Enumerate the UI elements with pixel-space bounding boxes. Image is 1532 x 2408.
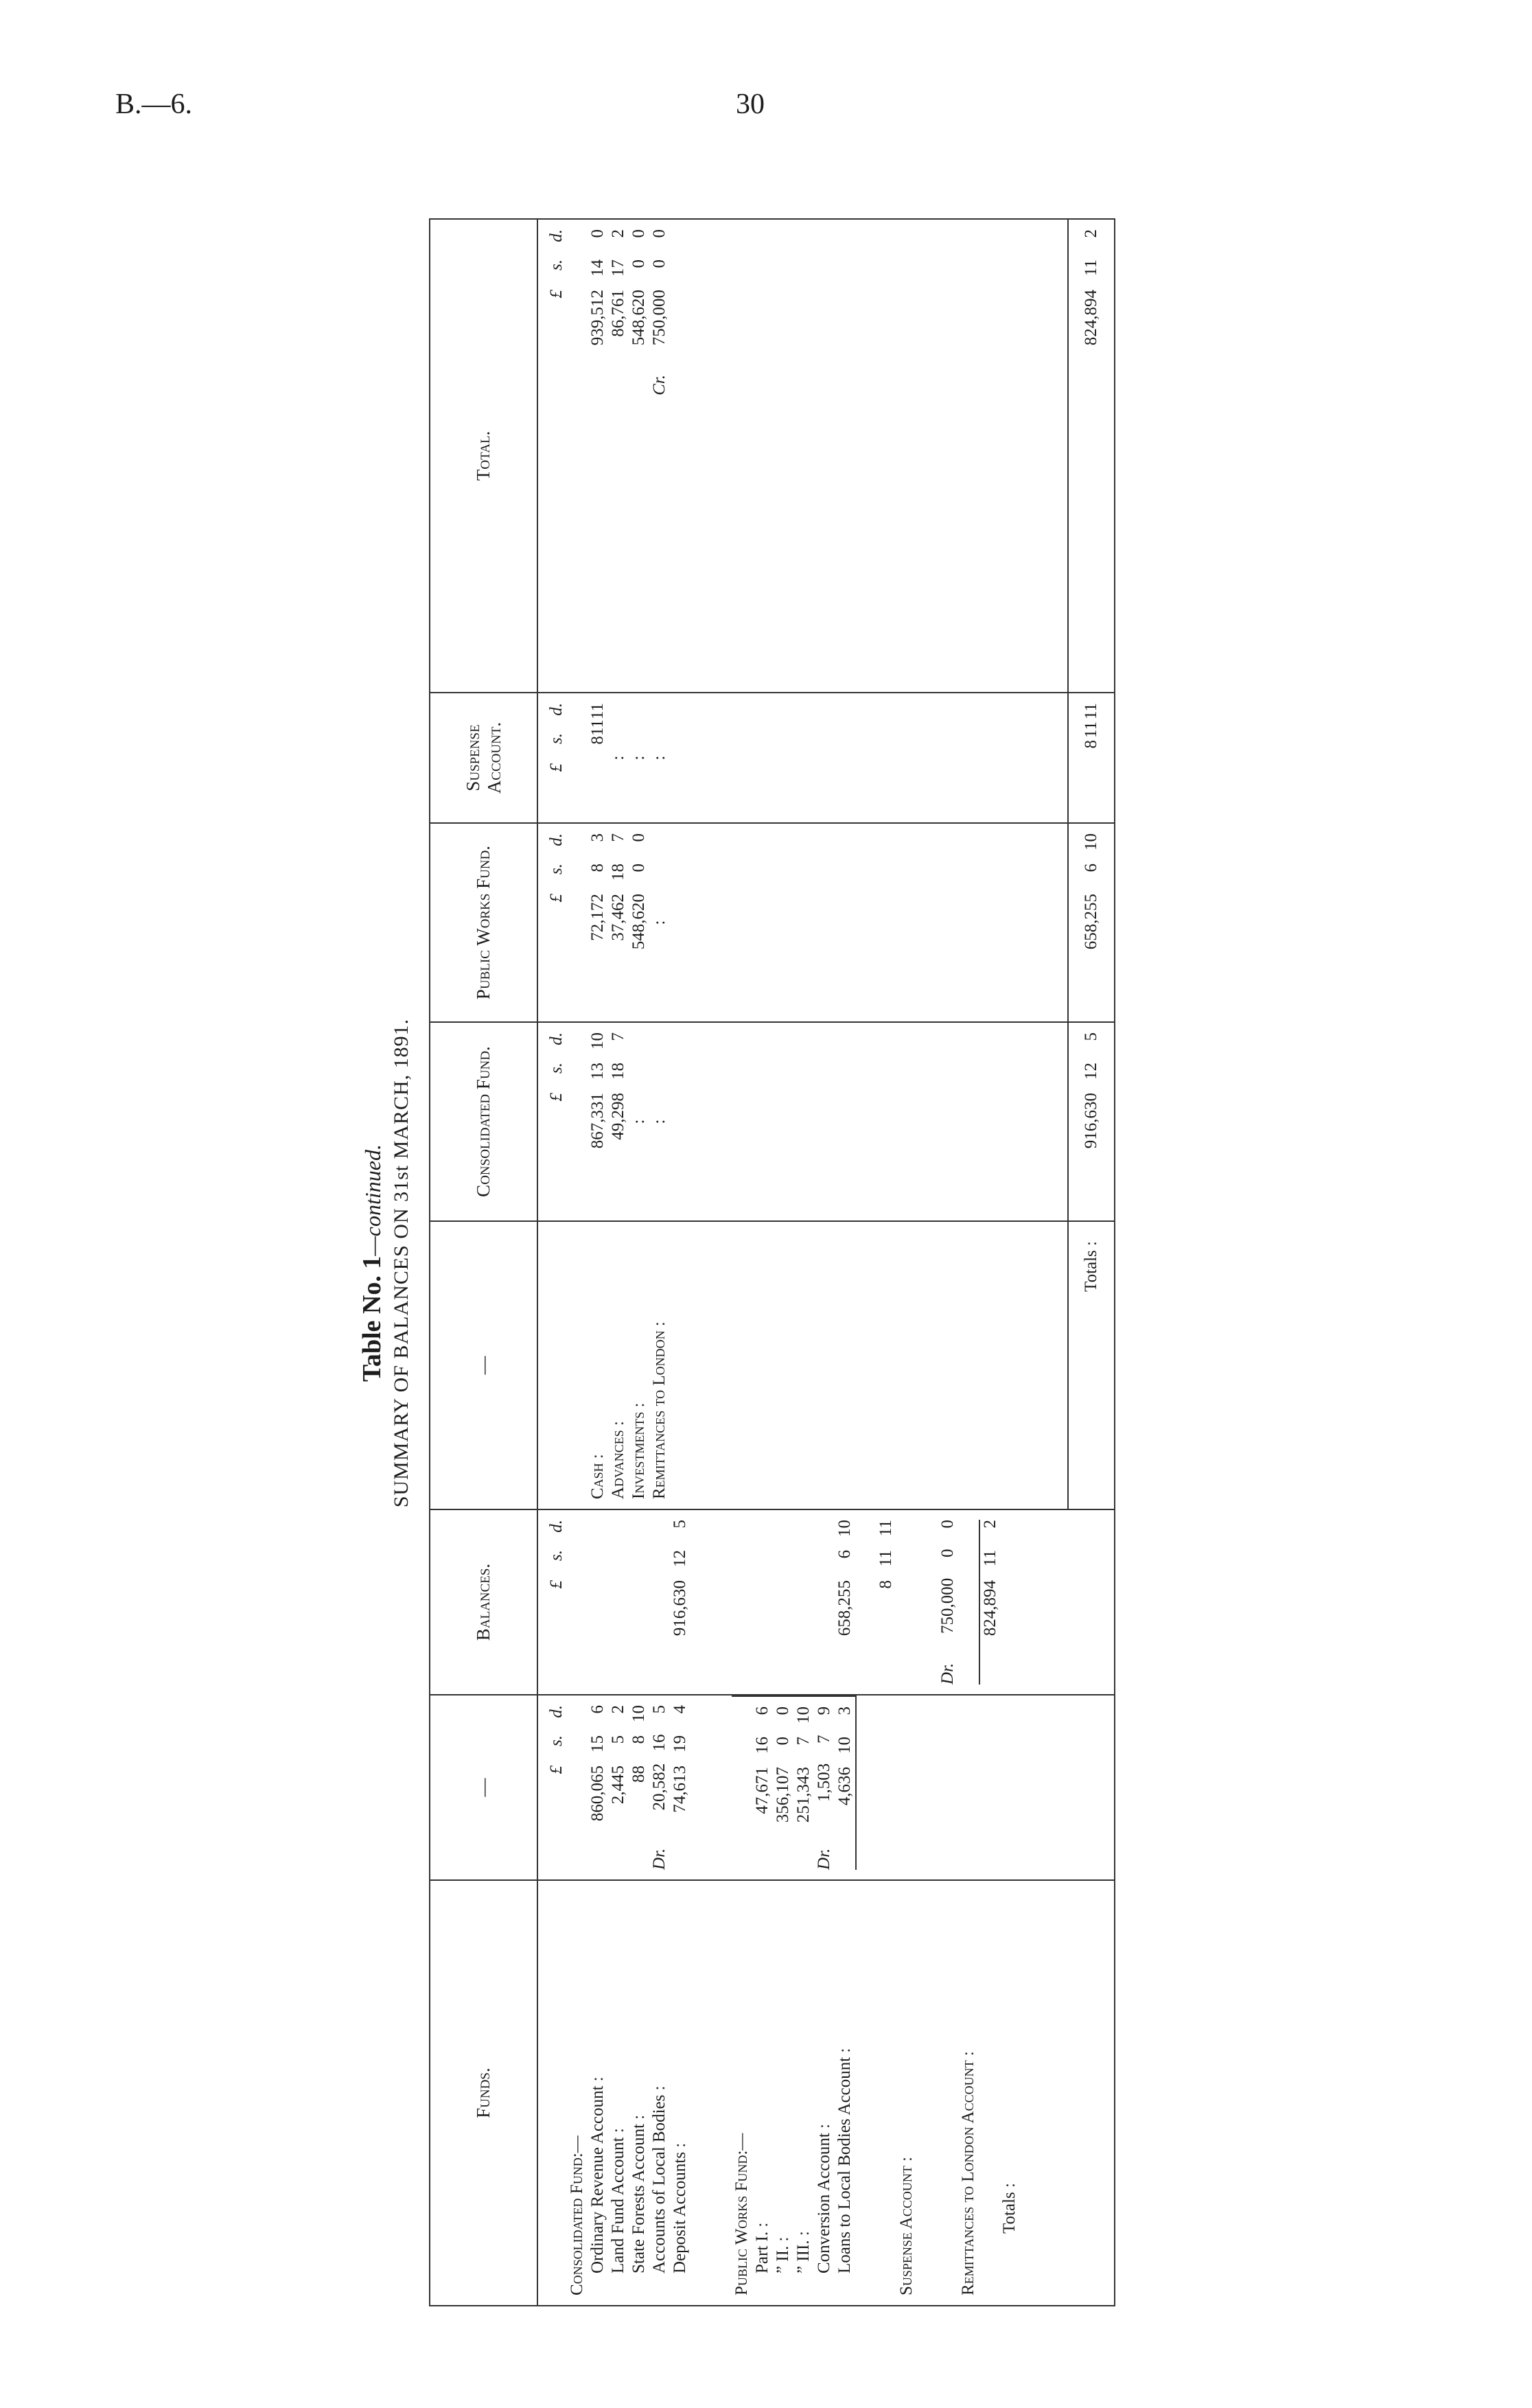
amount-pounds: 939,512 [588,290,607,346]
amount-shillings: 7 [815,1735,833,1744]
amount-pence: 7 [609,833,627,842]
page-reference: B.—6. [115,89,193,120]
amount-pence: 0 [650,229,669,238]
detail-amount [649,1705,670,1870]
total-cf-amount [1081,1032,1102,1220]
detail-amount [752,1706,773,1870]
header-consolidated-fund: Consolidated Fund. [430,1022,537,1221]
total-su-amount [1081,703,1102,822]
amount-pounds: 916,630 [1082,1093,1100,1149]
amount-pence: 0 [938,1520,957,1529]
amount-pence: 6 [588,1705,607,1714]
right-totals-table [1067,218,1115,2306]
pw-amount [629,833,649,1012]
amount-pence: 2 [609,229,627,238]
asset-row-text: Remittances to London [650,1330,669,1499]
cf-units: £ s. d. [547,1032,566,1102]
table-title-continued: —continued. [360,1144,385,1256]
cf-empty: : [650,1119,669,1124]
detail-amount [670,1705,690,1870]
amount-pounds: 49,298 [609,1093,627,1140]
pw-empty: : [650,920,669,925]
detail-amount [793,1706,814,1870]
total-amount [608,229,629,682]
public-works-fund-label: Public Works Fund:— [732,2133,751,2295]
amount-pounds: 750,000 [938,1577,957,1634]
asset-row-label [649,1231,670,1499]
table-subtitle: SUMMARY OF BALANCES ON 31st MARCH, 1891. [390,1018,413,1508]
balances-units: £ s. d. [547,1520,566,1589]
amount-pounds: 860,065 [588,1766,607,1822]
fund-item-label [793,1890,814,2295]
header-total: Total. [430,219,537,693]
amount-pounds: 74,613 [671,1766,689,1813]
right-labels-column [537,1221,1115,1509]
amount-pounds: 750,000 [650,290,669,346]
amount-shillings: 0 [650,259,669,268]
header-suspense-account: Suspense Account. [430,693,537,823]
amount-pounds: 658,255 [835,1580,854,1636]
remittances-account-label: Remittances to London Account : [959,2041,977,2295]
amount-shillings: 6 [1082,864,1100,872]
amount-pounds: 86,761 [609,290,627,337]
fund-item-text: State Forests Account [629,2123,648,2273]
fund-item-label [629,1890,649,2295]
su-empty: : [650,755,669,761]
amount-pence: 10 [835,1520,854,1537]
amount-shillings: 11 [981,1550,999,1567]
detail-units: £ s. d. [547,1705,566,1774]
right-totals-label: Totals : [1068,1221,1115,1509]
amount-pence: 2 [1082,229,1100,238]
amount-shillings: 0 [938,1549,957,1558]
total-column [537,219,1115,693]
amount-pounds: 72,172 [588,894,607,941]
amount-pence: 2 [981,1520,999,1529]
fund-item-label [588,1890,608,2295]
amount-shillings: 12 [1082,1063,1100,1080]
amount-pounds: 2,445 [609,1766,627,1805]
amount-pounds: 548,620 [629,290,648,346]
amount-pence: 6 [753,1706,771,1715]
total-public-works-cell [1068,823,1115,1022]
amount-shillings: 0 [774,1737,792,1746]
amount-pounds: 1,503 [815,1763,833,1802]
fund-item-label [608,1890,629,2295]
fund-item-text: ” II. [774,2245,792,2273]
header-public-works-fund: Public Works Fund. [430,823,537,1022]
amount-prefix: Dr. [938,1663,957,1685]
amount-shillings: 11 [588,719,607,737]
amount-shillings: 8 [629,1735,648,1744]
header-balances: Balances. [430,1509,537,1695]
amount-shillings: 10 [835,1737,854,1754]
amount-shillings: 5 [609,1735,627,1744]
detail-amount [814,1706,835,1870]
pw-amount [588,833,608,1012]
leader-dots: : [588,1444,607,1459]
amount-pounds: 8 [588,736,607,745]
amount-prefix: Cr. [650,375,669,395]
amount-shillings: 16 [650,1734,669,1752]
amount-shillings: 17 [609,259,627,277]
detail-amount [773,1706,793,1870]
balance-remittances [938,1520,958,1685]
summary-table [429,218,1115,2306]
amount-pence: 5 [1082,1032,1100,1041]
amount-prefix: Dr. [815,1848,833,1870]
leader-dots: : [774,2227,792,2242]
amount-pounds: 251,343 [794,1767,813,1823]
leader-dots: : [629,2105,648,2120]
table-title-main: Table No. 1 [358,1255,386,1382]
amount-pounds: 4,636 [835,1767,854,1806]
total-suspense-cell [1068,693,1115,823]
amount-pence: 2 [609,1705,627,1714]
balance-suspense [876,1520,896,1685]
amount-pence: 3 [835,1706,854,1715]
header-funds: Funds. [430,1880,537,2306]
detail-amount [608,1705,629,1870]
fund-item-text: Land Fund Account [609,2137,627,2273]
left-totals-label: Totals : [1000,2173,1019,2234]
amount-pounds: 356,107 [774,1767,792,1823]
pw-amount [608,833,629,1012]
table-title [357,220,426,2306]
amount-pence: 5 [650,1705,669,1714]
amount-shillings: 8 [588,864,607,872]
fund-item-text: Part I. [753,2231,771,2273]
amount-pence: 3 [588,833,607,842]
amount-pounds: 8 [877,1580,895,1589]
cf-empty: : [629,1119,648,1124]
total-grand-amount [1081,229,1102,692]
cf-amount [588,1032,608,1211]
amount-prefix: Dr. [650,1848,669,1870]
asset-row-label [588,1231,608,1499]
amount-pence: 11 [1082,703,1100,720]
fund-item-label [752,1890,773,2295]
asset-row-label [608,1231,629,1499]
amount-pounds: 548,620 [629,894,648,950]
amount-shillings: 6 [835,1550,854,1559]
fund-item-text: Conversion Account [815,2133,833,2273]
amount-shillings: 18 [609,1063,627,1080]
amount-pounds: 8 [1082,740,1100,749]
amount-pounds: 824,894 [1082,290,1100,346]
amount-pounds: 658,255 [1082,894,1100,950]
amount-shillings: 7 [794,1737,813,1746]
amount-shillings: 13 [588,1063,607,1080]
amount-pence: 4 [671,1705,689,1714]
rotated-table-container [357,220,1100,2306]
amount-shillings: 19 [671,1735,689,1752]
detail-amount [629,1705,649,1870]
amount-shillings: 12 [671,1550,689,1567]
pw-units: £ s. d. [547,833,566,903]
amount-shillings: 16 [753,1737,771,1754]
amount-shillings: 11 [1082,259,1100,277]
leader-dots: : [650,2076,669,2091]
amount-pounds: 20,582 [650,1763,669,1811]
amount-shillings: 11 [877,1550,895,1567]
header-dash-2: — [430,1221,537,1509]
leader-dots: : [835,2038,854,2053]
leader-dots: : [629,1393,648,1408]
header-dash: — [430,1695,537,1880]
fund-item-label [773,1890,793,2295]
amount-pence: 11 [588,703,607,720]
detail-amount [588,1705,608,1870]
leader-dots: : [609,2118,627,2133]
balance-consolidated [670,1520,690,1685]
leader-dots: : [650,1312,669,1327]
amount-pence: 7 [609,1032,627,1041]
amount-pence: 10 [629,1705,648,1722]
total-amount [629,229,649,682]
amount-shillings: 18 [609,864,627,881]
fund-item-label [670,1890,690,2295]
amount-pence: 10 [794,1706,813,1724]
amount-pounds: 916,630 [671,1580,689,1636]
fund-item-text: ” III. [794,2240,813,2273]
su-empty: : [629,755,648,761]
amount-pence: 11 [877,1520,895,1537]
amount-pence: 0 [588,229,607,238]
amount-pence: 10 [1082,833,1100,850]
amount-pence: 0 [774,1706,792,1715]
amount-pounds: 88 [629,1766,648,1783]
fund-item-label [649,1890,670,2295]
amount-pounds: 47,671 [753,1767,771,1814]
amount-pence: 0 [629,833,648,842]
amount-shillings: 11 [1082,721,1100,739]
total-units: £ s. d. [547,229,566,299]
su-amount [588,703,608,813]
suspense-account-label: Suspense Account : [897,2146,916,2295]
su-empty: : [609,755,627,761]
balances-column [537,1509,1115,1695]
amount-pounds: 824,894 [981,1580,999,1636]
amount-pence: 10 [588,1032,607,1050]
leader-dots: : [671,2133,689,2148]
fund-item-text: Accounts of Local Bodies [650,2094,669,2273]
grand-total-cell [1068,219,1115,693]
amount-pence: 9 [815,1706,833,1715]
fund-item-text: Deposit Accounts [671,2151,689,2273]
balance-public-works [835,1520,855,1685]
fund-item-text: Loans to Local Bodies Account [835,2057,854,2273]
su-units: £ s. d. [547,703,566,772]
asset-row-text: Advances [609,1430,627,1499]
amount-shillings: 0 [629,864,648,872]
amount-pounds: 37,462 [609,894,627,941]
page-number: 30 [736,89,765,120]
detail-amounts-column [537,1695,1115,1880]
total-amount [649,229,670,682]
leader-dots: : [794,2221,813,2236]
leader-dots: : [753,2212,771,2227]
fund-item-text: Ordinary Revenue Account [588,2085,607,2273]
leader-dots: : [609,1411,627,1426]
suspense-account-column [537,693,1115,823]
balance-totals [980,1520,1001,1685]
amount-shillings: 15 [588,1735,607,1752]
total-amount [588,229,608,682]
asset-row-text: Cash [588,1463,607,1499]
total-consolidated-cell [1068,1022,1115,1221]
consolidated-fund-column [537,1022,1115,1221]
asset-row-label [629,1231,649,1499]
asset-row-text: Investments [629,1411,648,1499]
consolidated-fund-label: Consolidated Fund:— [568,2135,586,2295]
leader-dots: : [588,2067,607,2082]
public-works-fund-column [537,823,1115,1022]
amount-pence: 5 [671,1520,689,1529]
total-pw-amount [1081,833,1102,1021]
cf-amount [608,1032,629,1211]
fund-item-label [814,1890,835,2295]
public-works-detail-box [732,1695,857,1870]
amount-pounds: 867,331 [588,1093,607,1149]
amount-shillings: 14 [588,259,607,277]
fund-item-label [835,1890,855,2295]
funds-column [537,1880,1115,2306]
amount-pence: 0 [629,229,648,238]
leader-dots: : [815,2114,833,2129]
amount-shillings: 0 [629,259,648,268]
detail-amount [835,1706,855,1870]
